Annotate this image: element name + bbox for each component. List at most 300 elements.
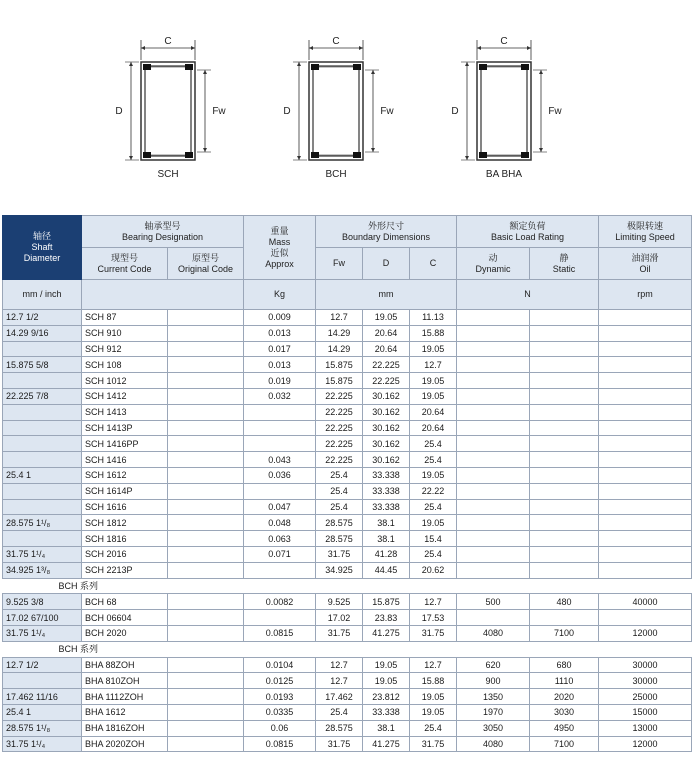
cell-c: 17.53	[410, 610, 457, 626]
cell-dyn	[457, 467, 530, 483]
cell-c: 19.05	[410, 467, 457, 483]
cell-dyn: 3050	[457, 720, 530, 736]
cell-shaft: 22.225 7/8	[3, 388, 82, 404]
cell-code: SCH 1612	[82, 467, 168, 483]
cell-c: 25.4	[410, 546, 457, 562]
cell-shaft: 9.525 3/8	[3, 594, 82, 610]
cell-stat	[530, 483, 599, 499]
cell-orig	[168, 531, 244, 547]
cell-fw: 9.525	[316, 594, 363, 610]
cell-code: SCH 1416	[82, 452, 168, 468]
cell-shaft: 28.575 1¹/₈	[3, 720, 82, 736]
cell-orig	[168, 341, 244, 357]
cell-dyn: 4080	[457, 736, 530, 752]
cell-mass: 0.0082	[244, 594, 316, 610]
cell-dyn: 1970	[457, 704, 530, 720]
cell-shaft	[3, 531, 82, 547]
cell-fw: 22.225	[316, 388, 363, 404]
cell-c: 12.7	[410, 594, 457, 610]
cell-code: SCH 2213P	[82, 562, 168, 578]
cell-code: SCH 1614P	[82, 483, 168, 499]
diagram-label: SCH	[157, 169, 179, 180]
cell-code: BCH 68	[82, 594, 168, 610]
boundary-dimensions-header: 外形尺寸 Boundary Dimensions	[316, 216, 457, 248]
table-row	[3, 610, 692, 626]
cell-oil	[599, 388, 692, 404]
cell-mass: 0.013	[244, 357, 316, 373]
cell-oil: 40000	[599, 594, 692, 610]
cell-orig	[168, 625, 244, 641]
cell-fw: 25.4	[316, 467, 363, 483]
dynamic-header: 动 Dynamic	[457, 248, 530, 280]
cell-stat: 480	[530, 594, 599, 610]
bearing-diagrams	[0, 0, 693, 215]
current-code-header: 现型号 Current Code	[82, 248, 168, 280]
c-header: C	[410, 248, 457, 280]
cell-d: 30.162	[363, 420, 410, 436]
series-title: BCH 系列	[3, 641, 692, 657]
cell-fw: 25.4	[316, 499, 363, 515]
cell-shaft: 34.925 1³/₈	[3, 562, 82, 578]
cell-stat: 7100	[530, 736, 599, 752]
table-row	[3, 625, 692, 641]
cell-stat: 1110	[530, 673, 599, 689]
cell-c: 12.7	[410, 657, 457, 673]
cell-mass	[244, 436, 316, 452]
cell-dyn	[457, 546, 530, 562]
cell-d: 30.162	[363, 452, 410, 468]
cell-dyn	[457, 404, 530, 420]
cell-dyn	[457, 341, 530, 357]
cell-stat	[530, 388, 599, 404]
oil-header: 油润滑 Oil	[599, 248, 692, 280]
cell-stat	[530, 357, 599, 373]
cell-mass: 0.0815	[244, 736, 316, 752]
cell-fw: 25.4	[316, 483, 363, 499]
cell-stat: 2020	[530, 689, 599, 705]
cell-code: BHA 88ZOH	[82, 657, 168, 673]
cell-fw: 15.875	[316, 357, 363, 373]
cell-fw: 17.462	[316, 689, 363, 705]
dim-fw-label: Fw	[380, 106, 394, 117]
cell-oil	[599, 436, 692, 452]
cell-orig	[168, 610, 244, 626]
cell-mass: 0.0104	[244, 657, 316, 673]
cell-d: 41.28	[363, 546, 410, 562]
cell-c: 25.4	[410, 720, 457, 736]
cell-c: 20.64	[410, 404, 457, 420]
diagram-label: BA BHA	[485, 169, 523, 180]
table-row	[3, 657, 692, 673]
cell-dyn	[457, 357, 530, 373]
cell-code: BHA 1816ZOH	[82, 720, 168, 736]
cell-d: 30.162	[363, 436, 410, 452]
cell-shaft: 28.575 1¹/₈	[3, 515, 82, 531]
cell-oil: 12000	[599, 736, 692, 752]
cell-c: 19.05	[410, 689, 457, 705]
cell-orig	[168, 420, 244, 436]
cell-stat	[530, 420, 599, 436]
cell-mass: 0.0193	[244, 689, 316, 705]
cell-mass: 0.043	[244, 452, 316, 468]
bearing-diagram-1	[283, 36, 394, 180]
cell-orig	[168, 673, 244, 689]
cell-c: 25.4	[410, 436, 457, 452]
cell-code: SCH 1412	[82, 388, 168, 404]
table-row	[3, 736, 692, 752]
cell-code: SCH 1012	[82, 373, 168, 389]
cell-c: 31.75	[410, 625, 457, 641]
cell-mass: 0.032	[244, 388, 316, 404]
cell-oil	[599, 467, 692, 483]
table-row	[3, 689, 692, 705]
unit-designation	[82, 280, 244, 310]
cell-dyn	[457, 436, 530, 452]
cell-d: 41.275	[363, 736, 410, 752]
cell-d: 23.812	[363, 689, 410, 705]
cell-orig	[168, 720, 244, 736]
cell-stat	[530, 499, 599, 515]
cell-dyn: 620	[457, 657, 530, 673]
cell-c: 22.22	[410, 483, 457, 499]
cell-mass: 0.017	[244, 341, 316, 357]
unit-dims: mm	[316, 280, 457, 310]
cell-code: SCH 1616	[82, 499, 168, 515]
table-row	[3, 436, 692, 452]
cell-stat	[530, 452, 599, 468]
cell-oil: 30000	[599, 673, 692, 689]
cell-code: SCH 1812	[82, 515, 168, 531]
cell-dyn	[457, 325, 530, 341]
table-row	[3, 452, 692, 468]
dim-d-label: D	[451, 106, 459, 117]
cell-orig	[168, 436, 244, 452]
cell-oil	[599, 531, 692, 547]
cell-orig	[168, 515, 244, 531]
cell-oil: 12000	[599, 625, 692, 641]
cell-d: 15.875	[363, 594, 410, 610]
cell-orig	[168, 594, 244, 610]
cell-code: SCH 912	[82, 341, 168, 357]
cell-shaft: 31.75 1¹/₄	[3, 736, 82, 752]
cell-mass: 0.019	[244, 373, 316, 389]
cell-fw: 28.575	[316, 531, 363, 547]
cell-c: 25.4	[410, 452, 457, 468]
cell-mass: 0.0335	[244, 704, 316, 720]
cell-orig	[168, 357, 244, 373]
basic-load-rating-header: 额定负荷 Basic Load Rating	[457, 216, 599, 248]
table-row	[3, 704, 692, 720]
cell-shaft	[3, 499, 82, 515]
cell-fw: 22.225	[316, 452, 363, 468]
cell-code: BCH 2020	[82, 625, 168, 641]
cell-orig	[168, 483, 244, 499]
cell-fw: 31.75	[316, 625, 363, 641]
dim-c-label: C	[500, 36, 508, 47]
bearing-designation-header: 轴承型号 Bearing Designation	[82, 216, 244, 248]
cell-d: 33.338	[363, 704, 410, 720]
cell-shaft	[3, 373, 82, 389]
cell-stat	[530, 562, 599, 578]
cell-c: 19.05	[410, 373, 457, 389]
cell-oil	[599, 310, 692, 326]
cell-mass: 0.013	[244, 325, 316, 341]
cell-oil	[599, 420, 692, 436]
cell-c: 20.62	[410, 562, 457, 578]
cell-stat: 4950	[530, 720, 599, 736]
table-row	[3, 483, 692, 499]
table-row	[3, 499, 692, 515]
cell-orig	[168, 467, 244, 483]
cell-fw: 17.02	[316, 610, 363, 626]
cell-code: SCH 2016	[82, 546, 168, 562]
series-heading	[3, 641, 692, 657]
cell-mass: 0.048	[244, 515, 316, 531]
cell-code: BHA 2020ZOH	[82, 736, 168, 752]
unit-speed: rpm	[599, 280, 692, 310]
cell-shaft: 12.7 1/2	[3, 310, 82, 326]
cell-code: SCH 1416PP	[82, 436, 168, 452]
cell-mass	[244, 562, 316, 578]
cell-oil	[599, 562, 692, 578]
cell-shaft: 15.875 5/8	[3, 357, 82, 373]
cell-c: 31.75	[410, 736, 457, 752]
cell-orig	[168, 736, 244, 752]
cell-d: 38.1	[363, 531, 410, 547]
cell-fw: 12.7	[316, 673, 363, 689]
bearing-table	[2, 215, 692, 752]
cell-d: 38.1	[363, 515, 410, 531]
cell-c: 19.05	[410, 341, 457, 357]
cell-mass: 0.009	[244, 310, 316, 326]
cell-c: 15.88	[410, 325, 457, 341]
cell-d: 30.162	[363, 388, 410, 404]
cell-dyn	[457, 562, 530, 578]
cell-orig	[168, 562, 244, 578]
cell-mass: 0.047	[244, 499, 316, 515]
cell-fw: 31.75	[316, 736, 363, 752]
cell-code: SCH 87	[82, 310, 168, 326]
cell-code: SCH 910	[82, 325, 168, 341]
diagram-label: BCH	[325, 169, 347, 180]
cell-code: BHA 810ZOH	[82, 673, 168, 689]
cell-shaft: 25.4 1	[3, 704, 82, 720]
cell-oil	[599, 610, 692, 626]
cell-oil	[599, 373, 692, 389]
cell-mass: 0.063	[244, 531, 316, 547]
cell-orig	[168, 689, 244, 705]
cell-orig	[168, 704, 244, 720]
cell-fw: 12.7	[316, 310, 363, 326]
cell-orig	[168, 546, 244, 562]
cell-mass	[244, 483, 316, 499]
cell-d: 38.1	[363, 720, 410, 736]
table-row	[3, 325, 692, 341]
cell-shaft	[3, 341, 82, 357]
cell-stat	[530, 610, 599, 626]
cell-orig	[168, 452, 244, 468]
mass-header: 重量 Mass 近似 Approx	[244, 216, 316, 280]
cell-dyn: 500	[457, 594, 530, 610]
cell-dyn	[457, 515, 530, 531]
table-row	[3, 388, 692, 404]
table-row	[3, 357, 692, 373]
table-row	[3, 673, 692, 689]
cell-stat	[530, 310, 599, 326]
cell-orig	[168, 310, 244, 326]
cell-oil	[599, 452, 692, 468]
cell-d: 20.64	[363, 341, 410, 357]
cell-oil	[599, 341, 692, 357]
cell-mass	[244, 610, 316, 626]
cell-fw: 25.4	[316, 704, 363, 720]
series-title: BCH 系列	[3, 578, 692, 594]
cell-d: 22.225	[363, 373, 410, 389]
table-row	[3, 467, 692, 483]
bearing-diagram-0	[115, 36, 226, 180]
cell-code: SCH 1816	[82, 531, 168, 547]
cell-stat: 7100	[530, 625, 599, 641]
table-row	[3, 310, 692, 326]
cell-orig	[168, 325, 244, 341]
table-row	[3, 562, 692, 578]
cell-fw: 22.225	[316, 436, 363, 452]
cell-shaft	[3, 404, 82, 420]
cell-orig	[168, 499, 244, 515]
cell-code: SCH 1413P	[82, 420, 168, 436]
cell-oil: 30000	[599, 657, 692, 673]
cell-stat: 680	[530, 657, 599, 673]
cell-c: 19.05	[410, 704, 457, 720]
cell-fw: 28.575	[316, 720, 363, 736]
cell-stat	[530, 325, 599, 341]
cell-dyn: 1350	[457, 689, 530, 705]
table-row	[3, 373, 692, 389]
cell-oil	[599, 499, 692, 515]
cell-dyn	[457, 531, 530, 547]
cell-shaft	[3, 420, 82, 436]
cell-shaft: 14.29 9/16	[3, 325, 82, 341]
cell-oil: 25000	[599, 689, 692, 705]
table-row	[3, 420, 692, 436]
cell-fw: 12.7	[316, 657, 363, 673]
cell-code: SCH 108	[82, 357, 168, 373]
cell-d: 30.162	[363, 404, 410, 420]
cell-dyn	[457, 452, 530, 468]
cell-stat	[530, 404, 599, 420]
cell-shaft: 31.75 1¹/₄	[3, 625, 82, 641]
cell-stat	[530, 436, 599, 452]
cell-code: SCH 1413	[82, 404, 168, 420]
cell-shaft	[3, 483, 82, 499]
unit-load: N	[457, 280, 599, 310]
fw-header: Fw	[316, 248, 363, 280]
series-heading	[3, 578, 692, 594]
cell-shaft: 17.02 67/100	[3, 610, 82, 626]
table-row	[3, 594, 692, 610]
dim-c-label: C	[164, 36, 172, 47]
cell-stat	[530, 467, 599, 483]
cell-mass: 0.0815	[244, 625, 316, 641]
cell-d: 33.338	[363, 499, 410, 515]
dim-d-label: D	[115, 106, 123, 117]
cell-d: 33.338	[363, 483, 410, 499]
cell-mass: 0.036	[244, 467, 316, 483]
cell-oil	[599, 325, 692, 341]
table-row	[3, 404, 692, 420]
static-header: 静 Static	[530, 248, 599, 280]
cell-shaft	[3, 452, 82, 468]
cell-stat	[530, 546, 599, 562]
d-header: D	[363, 248, 410, 280]
table-row	[3, 515, 692, 531]
cell-oil	[599, 357, 692, 373]
cell-stat: 3030	[530, 704, 599, 720]
cell-shaft: 31.75 1¹/₄	[3, 546, 82, 562]
table-row	[3, 720, 692, 736]
cell-d: 41.275	[363, 625, 410, 641]
cell-c: 19.05	[410, 515, 457, 531]
cell-c: 15.4	[410, 531, 457, 547]
cell-mass: 0.0125	[244, 673, 316, 689]
cell-fw: 22.225	[316, 420, 363, 436]
shaft-diameter-header: 轴径 Shaft Diameter	[3, 216, 82, 280]
cell-shaft: 12.7 1/2	[3, 657, 82, 673]
cell-shaft: 25.4 1	[3, 467, 82, 483]
cell-d: 44.45	[363, 562, 410, 578]
cell-d: 20.64	[363, 325, 410, 341]
unit-shaft: mm / inch	[3, 280, 82, 310]
cell-oil: 13000	[599, 720, 692, 736]
cell-dyn	[457, 373, 530, 389]
cell-stat	[530, 531, 599, 547]
cell-dyn	[457, 388, 530, 404]
cell-fw: 15.875	[316, 373, 363, 389]
cell-oil	[599, 546, 692, 562]
cell-code: BHA 1612	[82, 704, 168, 720]
cell-d: 19.05	[363, 657, 410, 673]
cell-mass: 0.071	[244, 546, 316, 562]
cell-oil	[599, 483, 692, 499]
cell-code: BCH 06604	[82, 610, 168, 626]
cell-dyn	[457, 610, 530, 626]
cell-d: 19.05	[363, 310, 410, 326]
unit-mass: Kg	[244, 280, 316, 310]
cell-shaft: 17.462 11/16	[3, 689, 82, 705]
cell-fw: 22.225	[316, 404, 363, 420]
cell-mass	[244, 404, 316, 420]
cell-dyn	[457, 420, 530, 436]
bearing-diagram-2	[451, 36, 562, 180]
cell-stat	[530, 515, 599, 531]
cell-fw: 34.925	[316, 562, 363, 578]
dim-c-label: C	[332, 36, 340, 47]
cell-fw: 14.29	[316, 325, 363, 341]
cell-c: 20.64	[410, 420, 457, 436]
cell-c: 19.05	[410, 388, 457, 404]
cell-orig	[168, 373, 244, 389]
table-row	[3, 546, 692, 562]
cell-c: 12.7	[410, 357, 457, 373]
cell-d: 19.05	[363, 673, 410, 689]
cell-c: 11.13	[410, 310, 457, 326]
limiting-speed-header: 极限转速 Limiting Speed	[599, 216, 692, 248]
cell-stat	[530, 373, 599, 389]
dim-d-label: D	[283, 106, 291, 117]
cell-dyn	[457, 483, 530, 499]
cell-stat	[530, 341, 599, 357]
table-row	[3, 531, 692, 547]
